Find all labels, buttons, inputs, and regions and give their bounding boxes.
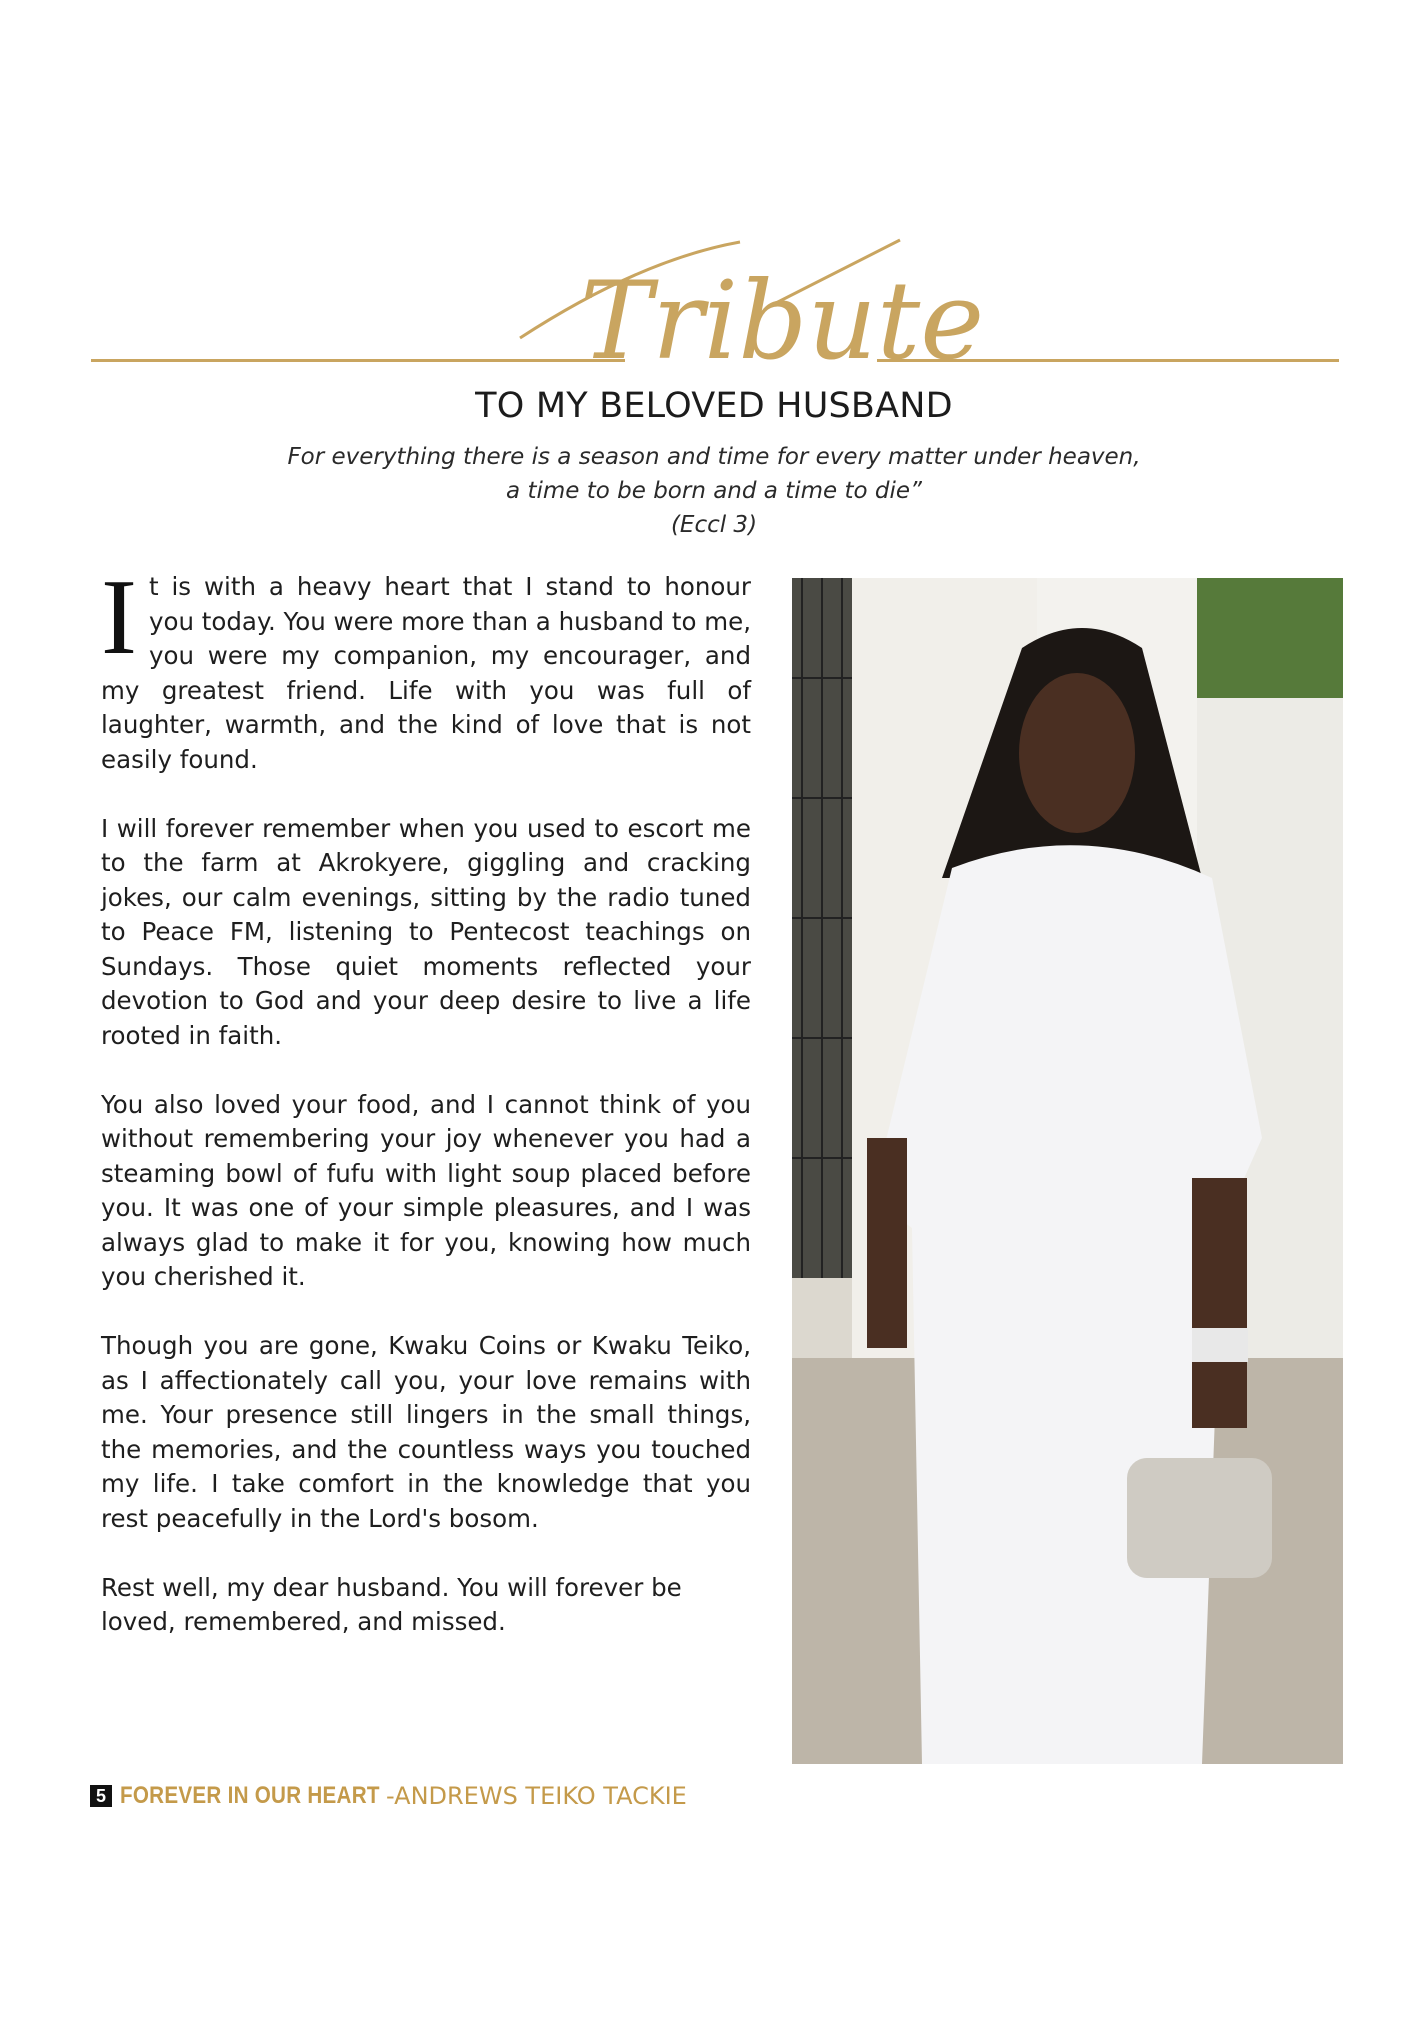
quote-citation: (Eccl 3): [670, 512, 758, 538]
tribute-body: [101, 558, 751, 1674]
footer-name: -ANDREWS TEIKO TACKIE: [386, 1782, 687, 1810]
tribute-script-title: [520, 220, 985, 384]
quote-line: For everything there is a season and time for every matter under heaven,: [287, 444, 1141, 470]
paragraph: Though you are gone, Kwaku Coins or Kwaku Teiko, as I affectionately call you, your love remains with me. Your presence still lingers in the small things, the memories, and the countless ways you touched my life. I take comfort in the knowledge that you rest peacefully in the Lord's bosom.: [101, 1331, 751, 1533]
paragraph: You also loved your food, and I cannot think of you without remembering your joy whenever you had a steaming bowl of fufu with light soup placed before you. It was one of your simple pleasures, and I was always glad to make it for you, knowing how much you cherished it.: [101, 1089, 751, 1291]
portrait-photo: [792, 578, 1343, 1764]
quote-line: a time to be born and a time to die”: [506, 478, 922, 504]
scripture-quote: [0, 440, 1428, 542]
drop-cap: I: [101, 558, 137, 677]
footer-title: FOREVER IN OUR HEART: [120, 1782, 380, 1809]
paragraph: I will forever remember when you used to escort me to the farm at Akrokyere, giggling and cracking jokes, our calm evenings, sitting by the radio tuned to Peace FM, listening to Pentecost teachings on Sundays. Those quiet moments reflected your devotion to God and your deep desire to live a life rooted in faith.: [101, 813, 751, 1050]
paragraph: [101, 558, 751, 777]
page-number: 5: [90, 1785, 112, 1807]
paragraph-text: t is with a heavy heart that I stand to honour you today. You were more than a husband to me, you were my companion, my encourager, and my greatest friend. Life with you was full of laughter, warmth, and the kind of love that is not easily found.: [101, 572, 751, 774]
page-subtitle: TO MY BELOVED HUSBAND: [475, 386, 953, 426]
page-footer: [90, 1782, 687, 1810]
tribute-script-text: Tribute: [580, 259, 985, 384]
paragraph: Rest well, my dear husband. You will forever be loved, remembered, and missed.: [101, 1572, 682, 1636]
